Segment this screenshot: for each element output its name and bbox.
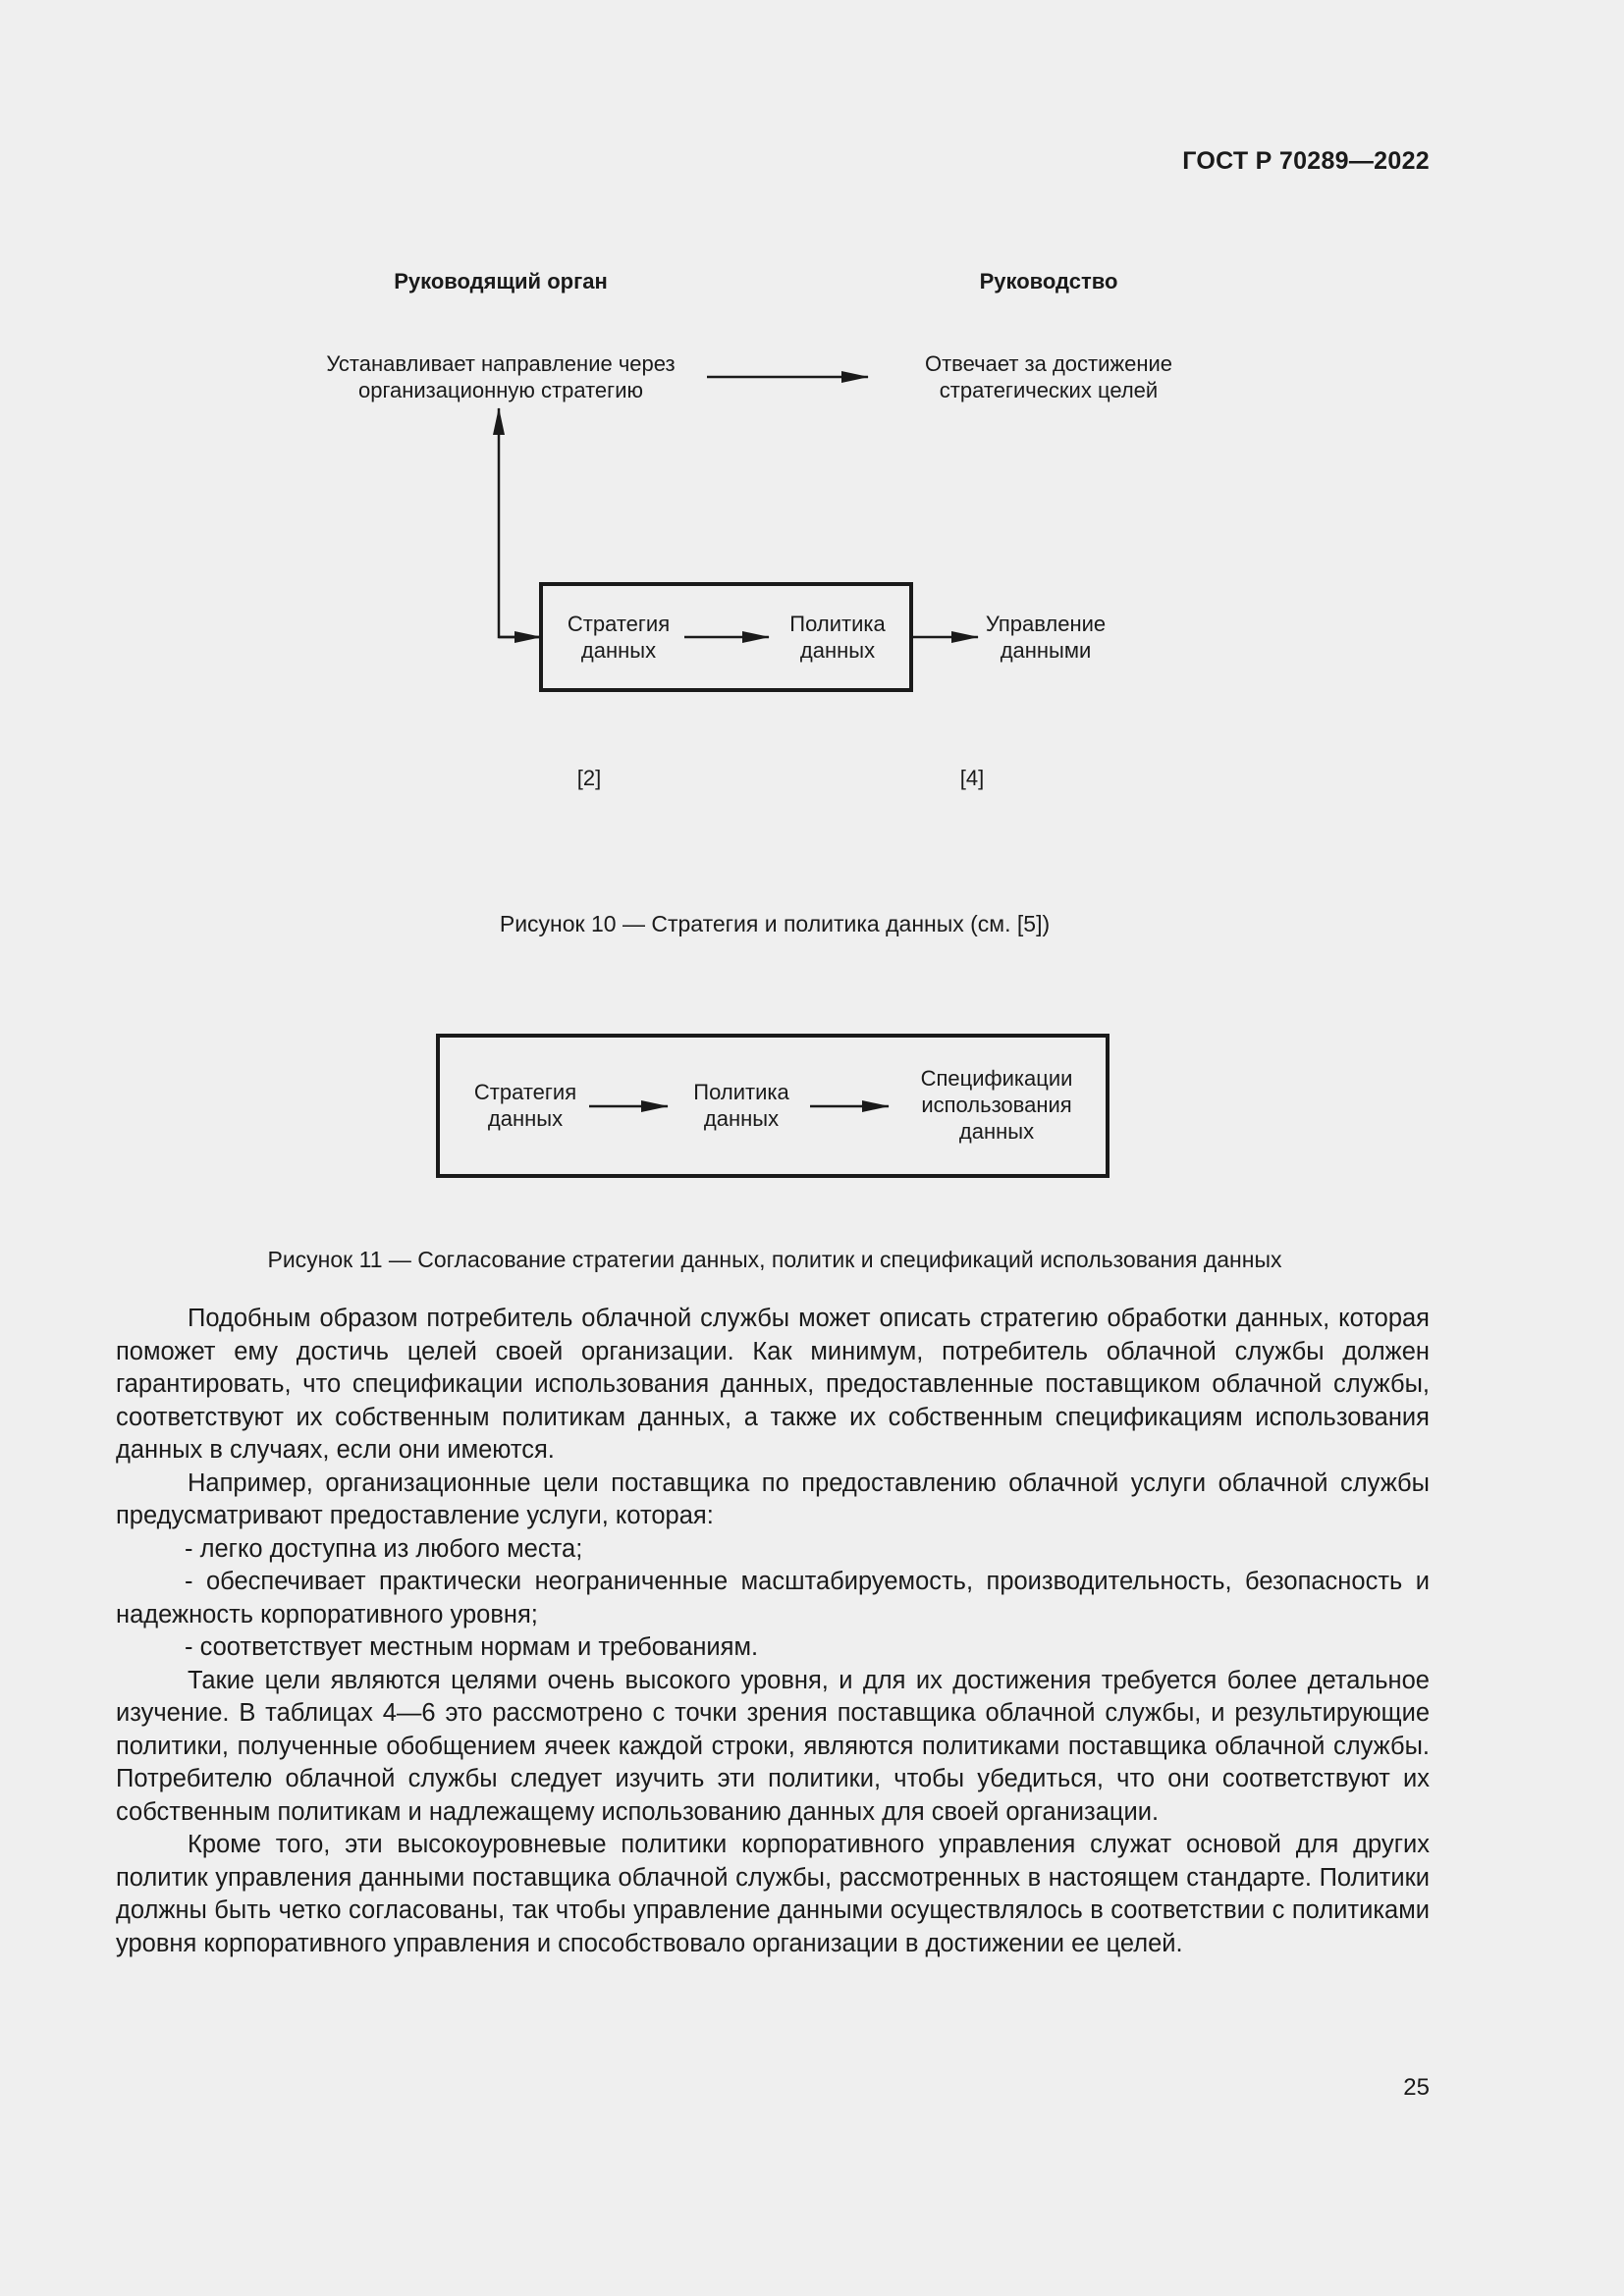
document-header: ГОСТ Р 70289—2022 bbox=[1182, 147, 1430, 175]
paragraph-2: Например, организационные цели поставщика по предоставлению облачной услуги облачной службы предусматривают предоставление услуги, которая: bbox=[116, 1468, 1430, 1529]
fig11-policy-label: Политика данных bbox=[693, 1080, 789, 1131]
fig11-usage-specs-label: Спецификации использования данных bbox=[920, 1066, 1073, 1144]
governing-body-text: Устанавливает направление через организационную стратегию bbox=[326, 351, 676, 402]
list-item-1: - легко доступна из любого места; bbox=[185, 1534, 583, 1563]
reference-right: [4] bbox=[959, 766, 985, 790]
management-text: Отвечает за достижение стратегических целей bbox=[924, 351, 1173, 402]
management-title: Руководство bbox=[979, 269, 1118, 294]
list-item-3: - соответствует местным нормам и требованиям. bbox=[185, 1633, 759, 1661]
data-strategy-label: Стратегия данных bbox=[567, 612, 671, 663]
paragraph-3: Такие цели являются целями очень высокого уровня, и для их достижения требуется более детальное изучение. В таблицах 4—6 это рассмотрено с точки зрения поставщика облачной службы, и результирующие политики, полученные обобщением ячеек каждой строки, являются политиками поставщика облачной службы. Потребителю облачной службы следует изучить эти политики, чтобы убедиться, что они соответствуют их собственным политикам и надлежащему использованию данных для своей организации. bbox=[116, 1666, 1430, 1826]
fig11-strategy-label: Стратегия данных bbox=[473, 1080, 577, 1131]
paragraph-1: Подобным образом потребитель облачной службы может описать стратегию обработки данных, которая поможет ему достичь целей своей организации. Как минимум, потребитель облачной службы должен гарантировать, что спецификации использования данных, предоставленные поставщиком облачной службы, соответствуют их собственным политикам данных, а также их собственным спецификациям использования данных в случаях, если они имеются. bbox=[116, 1305, 1430, 1464]
figure-10-caption: Рисунок 10 — Стратегия и политика данных (см. [5]) bbox=[499, 911, 1051, 936]
data-policy-label: Политика данных bbox=[789, 612, 886, 663]
governing-body-title: Руководящий орган bbox=[394, 269, 608, 294]
reference-left: [2] bbox=[576, 766, 602, 790]
page-number: 25 bbox=[1403, 2074, 1430, 2101]
data-management-label: Управление данными bbox=[985, 612, 1107, 663]
feedback-arrow-to-governance bbox=[499, 408, 541, 637]
figure-11-caption: Рисунок 11 — Согласование стратегии данных, политик и спецификаций использования данных bbox=[267, 1247, 1282, 1272]
body-text bbox=[116, 1303, 1430, 1960]
list-item-2: - обеспечивает практически неограниченные масштабируемость, производительность, безопасность и надежность корпоративного уровня; bbox=[116, 1568, 1430, 1629]
paragraph-4: Кроме того, эти высокоуровневые политики корпоративного управления служат основой для других политик управления данными поставщика облачной службы, рассмотренных в настоящем стандарте. Политики должны быть четко согласованы, так чтобы управление данными осуществлялось в соответствии с политиками уровня корпоративного управления и способствовало организации в достижении ее целей. bbox=[116, 1831, 1430, 1957]
